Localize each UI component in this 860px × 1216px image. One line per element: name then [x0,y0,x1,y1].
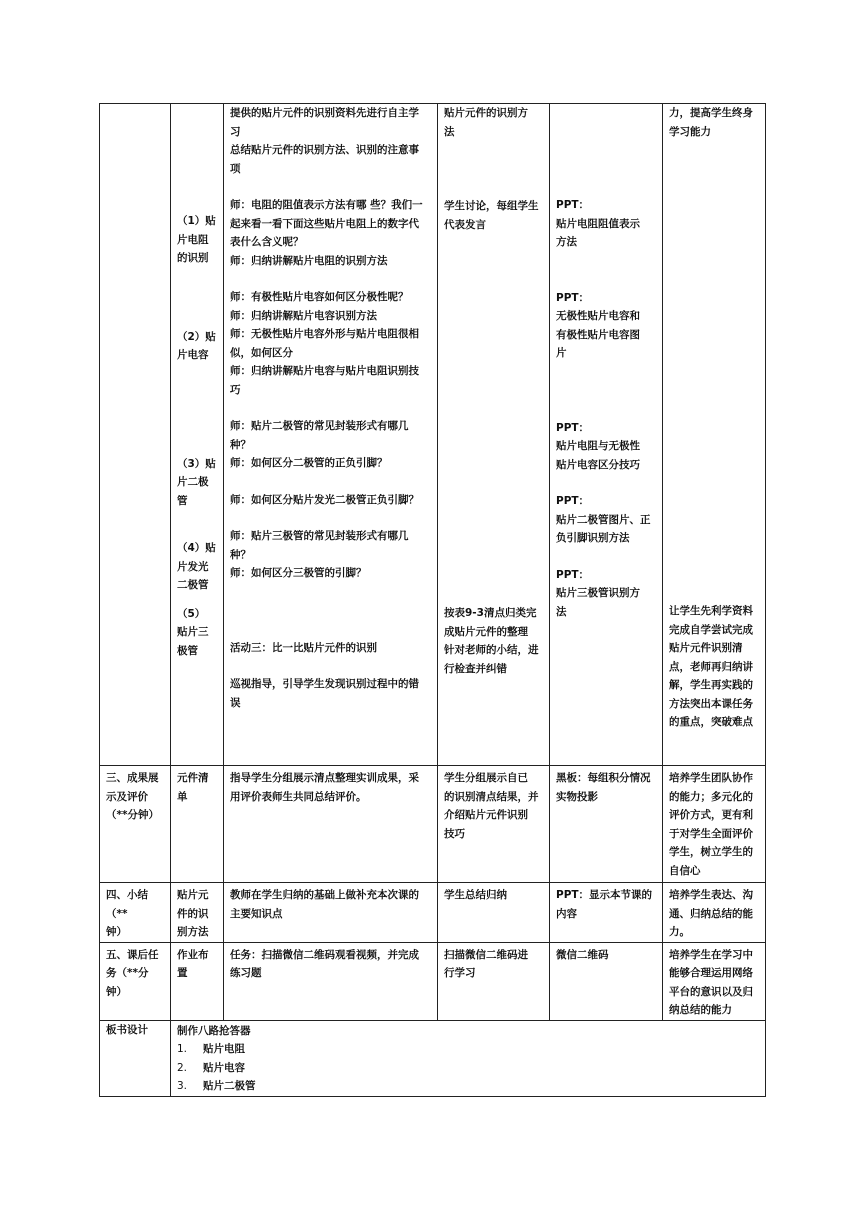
teacher-text-resistor: 师：电阻的阻值表示方法有哪 些？我们一 起来看一看下面这些贴片电阻上的数字代 表什么含义呢？ 师：归纳讲解贴片电阻的识别方法 [230,199,423,267]
table-row-activities [100,104,766,766]
table-row-board [100,1020,766,1096]
topic-capacitor: （2）贴 片电容 [177,330,216,361]
intent-cell [663,104,766,766]
stage-homework: 五、课后任 务（**分钟） [100,942,171,1020]
media-text-capacitor: PPT： 无极性贴片电容和 有极性贴片电容图 片 [556,291,640,359]
topic-transistor: （5） 贴片三 极管 [177,607,209,657]
topic-component-list: 元件清 单 [171,766,224,883]
topic-resistor: （1）贴 片电阻 的识别 [177,215,216,264]
lesson-plan-table [99,103,766,1097]
list-item-number: 3. [177,1080,188,1092]
student-homework: 扫描微信二维码进 行学习 [438,942,550,1020]
topic-led: （4）贴 片发光 二极管 [177,542,216,591]
teacher-homework: 任务：扫描微信二维码观看视频，并完成 练习题 [224,942,438,1020]
media-homework: 微信二维码 [550,942,663,1020]
board-list [177,1040,759,1096]
table-row-summary [100,883,766,943]
teacher-activity-cell [224,104,438,766]
intent-summary: 培养学生表达、沟 通、归纳总结的能 力。 [663,883,766,943]
table-row-results [100,766,766,883]
student-activity-cell [438,104,550,766]
list-item-text: 贴片电阻 [203,1043,245,1055]
teacher-text-led: 师：如何区分贴片发光二极管正负引脚？ [230,493,419,506]
media-results: 黑板：每组积分情况 实物投影 [550,766,663,883]
teacher-text-activity3: 活动三：比一比贴片元件的识别 [230,641,377,654]
intent-homework: 培养学生在学习中 能够合理运用网络 平台的意识以及归 纳总结的能力 [663,942,766,1020]
list-item-number: 1. [177,1043,188,1055]
teacher-text-capacitor: 师：有极性贴片电容如何区分极性呢？ 师：归纳讲解贴片电容识别方法 师：无极性贴片电容外形与贴片电阻很相 似，如何区分 师：归纳讲解贴片电容与贴片电阻识别技 巧 [230,291,419,396]
topic-diode: （3）贴 片二极 管 [177,457,216,507]
topic-homework: 作业布 置 [171,942,224,1020]
teacher-results: 指导学生分组展示清点整理实训成果，采 用评价表师生共同总结评价。 [224,766,438,883]
intent-results: 培养学生团队协作 的能力；多元化的 评价方式，更有利 于对学生全面评价 学生，树立学生的 自信心 [663,766,766,883]
topic-summary: 贴片元 件的识 别方法 [171,883,224,943]
list-item-text: 贴片电容 [203,1061,245,1074]
student-text-discussion: 学生讨论，每组学生 代表发言 [444,200,539,231]
topic-cell [171,104,224,766]
teacher-text-intro: 提供的贴片元件的识别资料先进行自主学 习 总结贴片元件的识别方法、识别的注意事 项 [230,107,419,175]
list-item [177,1059,759,1078]
list-item [177,1040,759,1059]
intent-text-lifelong: 力，提高学生终身 学习能力 [669,107,753,138]
student-text-method: 贴片元件的识别方 法 [444,107,528,138]
media-text-distinguish: PPT： 贴片电阻与无极性 贴片电容区分技巧 [556,421,640,471]
student-results: 学生分组展示自已 的识别清点结果，并 介绍贴片元件识别 技巧 [438,766,550,883]
stage-results: 三、成果展 示及评价 （**分钟） [100,766,171,883]
media-text-transistor: PPT： 贴片三极管识别方 法 [556,568,640,618]
list-item-number: 2. [177,1061,188,1074]
table-row-homework [100,942,766,1020]
stage-summary: 四、小结（** 钟） [100,883,171,943]
intent-text-selfstudy: 让学生先利学资料 完成自学尝试完成 贴片元件识别清 点，老师再归纳讲 解，学生再实践的 方法突出本课任务 的重点，突破难点 [669,605,753,728]
teacher-text-diode: 师：贴片二极管的常见封装形式有哪几 种？ 师：如何区分二极管的正负引脚？ [230,420,409,469]
stage-cell-empty [100,104,171,766]
list-item [177,1077,759,1096]
board-content [171,1020,766,1096]
media-cell [550,104,663,766]
teacher-text-guidance: 巡视指导，引导学生发现识别过程中的错 误 [230,678,419,709]
teacher-summary: 教师在学生归纳的基础上做补充本次课的 主要知识点 [224,883,438,943]
board-label: 板书设计 [100,1020,171,1096]
board-title: 制作八路抢答器 [177,1024,251,1037]
list-item-text: 贴片二极管 [203,1080,256,1092]
teacher-text-transistor: 师：贴片三极管的常见封装形式有哪几 种？ 师：如何区分三极管的引脚？ [230,530,409,579]
media-text-diode: PPT： 贴片二极管图片、正 负引脚识别方法 [556,495,651,544]
student-summary: 学生总结归纳 [438,883,550,943]
student-text-sort: 按表9-3清点归类完 成贴片元件的整理 针对老师的小结，进 行检查并纠错 [444,607,539,675]
media-summary: PPT：显示本节课的 内容 [550,883,663,943]
media-text-resistor: PPT： 贴片电阻阻值表示 方法 [556,199,640,248]
